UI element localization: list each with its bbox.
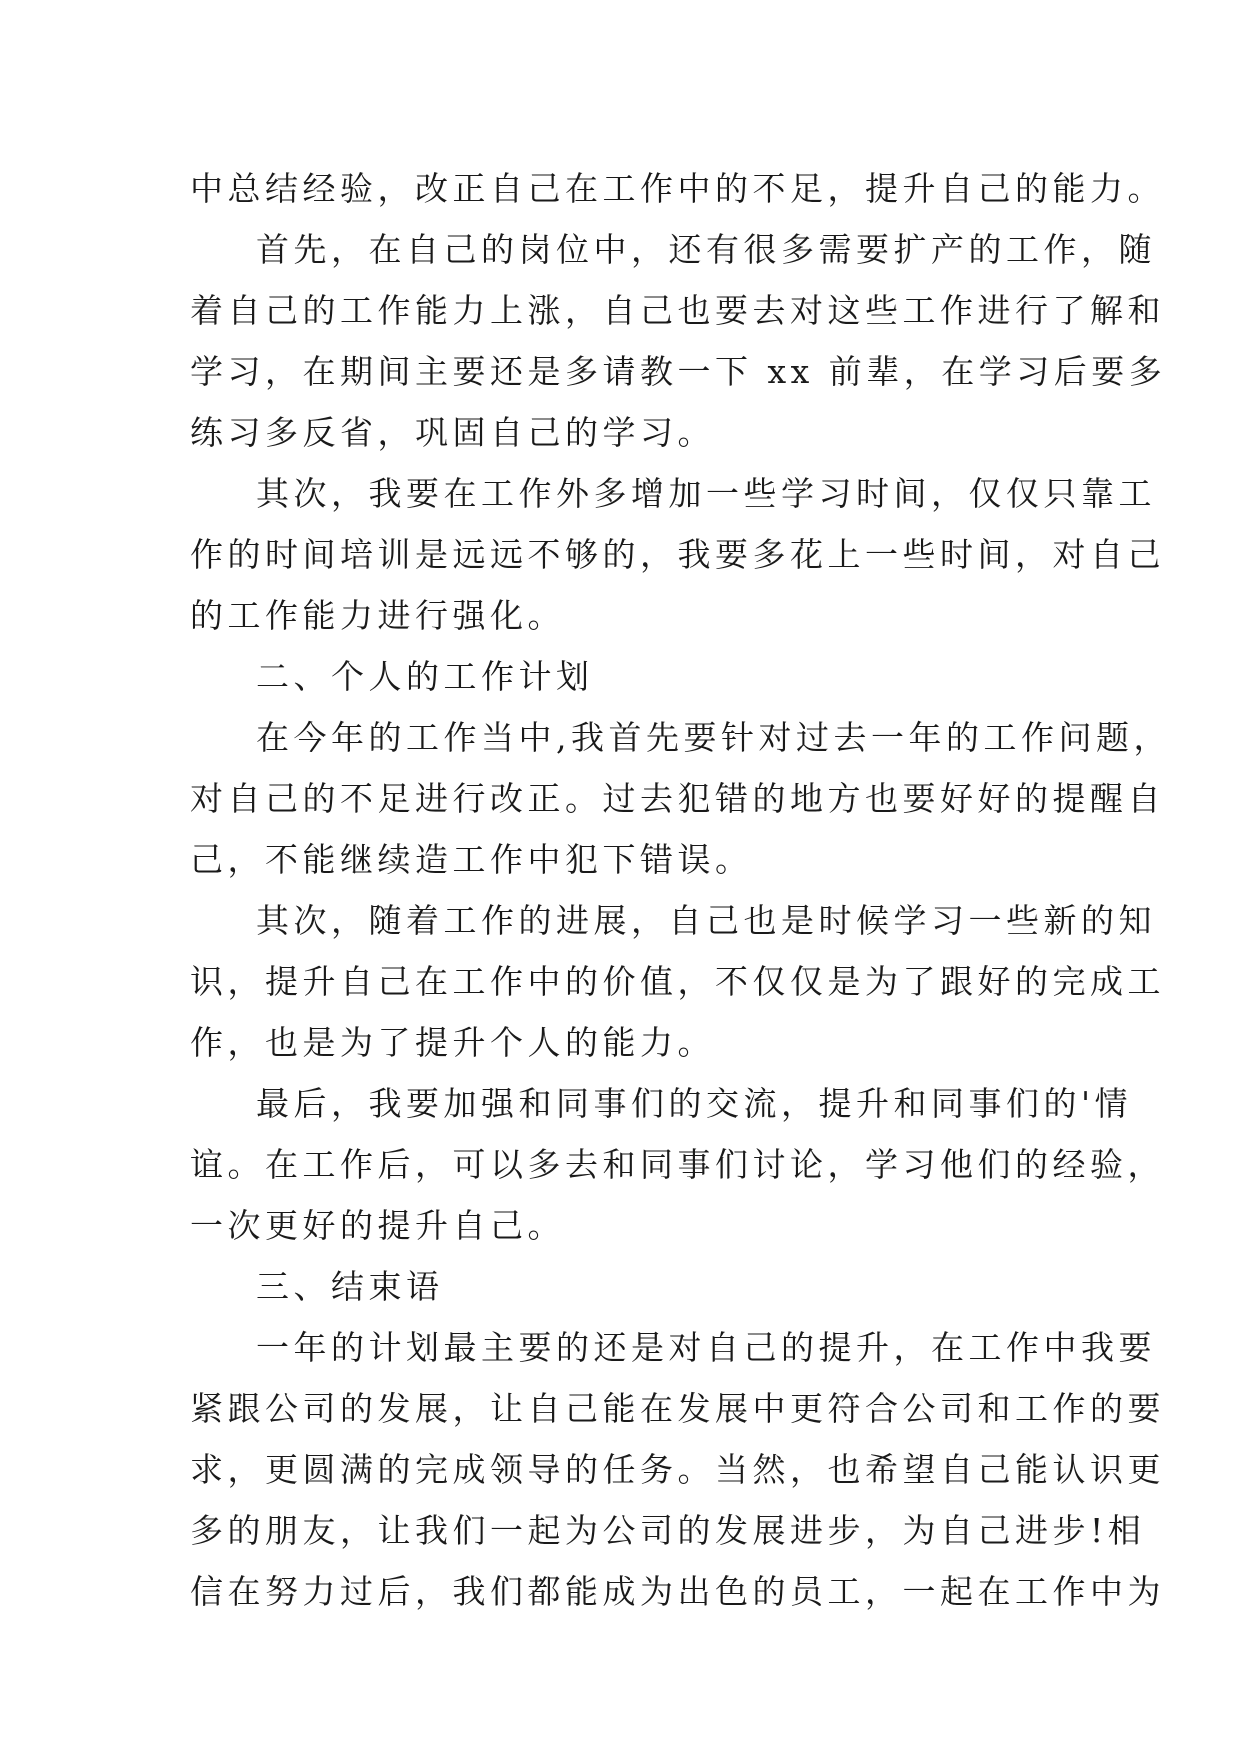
text-line: 的工作能力进行强化。: [190, 596, 565, 635]
text-line: 求，更圆满的完成领导的任务。当然，也希望自己能认识更: [190, 1450, 1165, 1489]
text-line: 学习，在期间主要还是多请教一下 xx 前辈，在学习后要多: [190, 352, 1167, 391]
text-line: 二、个人的工作计划: [256, 657, 594, 696]
paragraph-5-cont: [190, 768, 1165, 890]
text-line: 最后，我要加强和同事们的交流，提升和同事们的'情: [256, 1084, 1133, 1123]
text-line: 其次，我要在工作外多增加一些学习时间，仅仅只靠工: [256, 474, 1156, 513]
paragraph-6: [190, 890, 1156, 951]
text-line: 信在努力过后，我们都能成为出色的员工，一起在工作中为: [190, 1572, 1165, 1611]
paragraph-2: [190, 219, 1156, 280]
text-line: 作，也是为了提升个人的能力。: [190, 1023, 715, 1062]
text-line: 一次更好的提升自己。: [190, 1206, 565, 1245]
paragraph-9: [190, 1317, 1156, 1378]
text-line: 三、结束语: [256, 1267, 444, 1306]
text-line: 其次，随着工作的进展，自己也是时候学习一些新的知: [256, 901, 1156, 940]
section-heading-3: [190, 1256, 1090, 1317]
text-line: 己，不能继续造工作中犯下错误。: [190, 840, 753, 879]
paragraph-7: [190, 1073, 1133, 1134]
document-body: [190, 158, 1171, 1622]
paragraph-1: [190, 158, 1165, 219]
paragraph-2-cont: [190, 280, 1167, 463]
text-line: 着自己的工作能力上涨，自己也要去对这些工作进行了解和: [190, 291, 1165, 330]
paragraph-3: [190, 463, 1156, 524]
section-heading-2: [190, 646, 1090, 707]
text-line: 一年的计划最主要的还是对自己的提升，在工作中我要: [256, 1328, 1156, 1367]
text-line: 识，提升自己在工作中的价值，不仅仅是为了跟好的完成工: [190, 962, 1165, 1001]
text-line: 对自己的不足进行改正。过去犯错的地方也要好好的提醒自: [190, 779, 1165, 818]
text-line: 在今年的工作当中,我首先要针对过去一年的工作问题，: [256, 718, 1171, 757]
text-line: 练习多反省，巩固自己的学习。: [190, 413, 715, 452]
text-line: 多的朋友，让我们一起为公司的发展进步，为自己进步!相: [190, 1511, 1146, 1550]
text-line: 中总结经验，改正自己在工作中的不足，提升自己的能力。: [190, 169, 1165, 208]
text-line: 作的时间培训是远远不够的，我要多花上一些时间，对自己: [190, 535, 1165, 574]
text-line: 紧跟公司的发展，让自己能在发展中更符合公司和工作的要: [190, 1389, 1165, 1428]
paragraph-3-cont: [190, 524, 1165, 646]
paragraph-6-cont: [190, 951, 1165, 1073]
text-line: 首先，在自己的岗位中，还有很多需要扩产的工作，随: [256, 230, 1156, 269]
paragraph-9-cont: [190, 1378, 1165, 1622]
text-line: 谊。在工作后，可以多去和同事们讨论，学习他们的经验，: [190, 1145, 1165, 1184]
paragraph-5: [190, 707, 1171, 768]
paragraph-7-cont: [190, 1134, 1165, 1256]
